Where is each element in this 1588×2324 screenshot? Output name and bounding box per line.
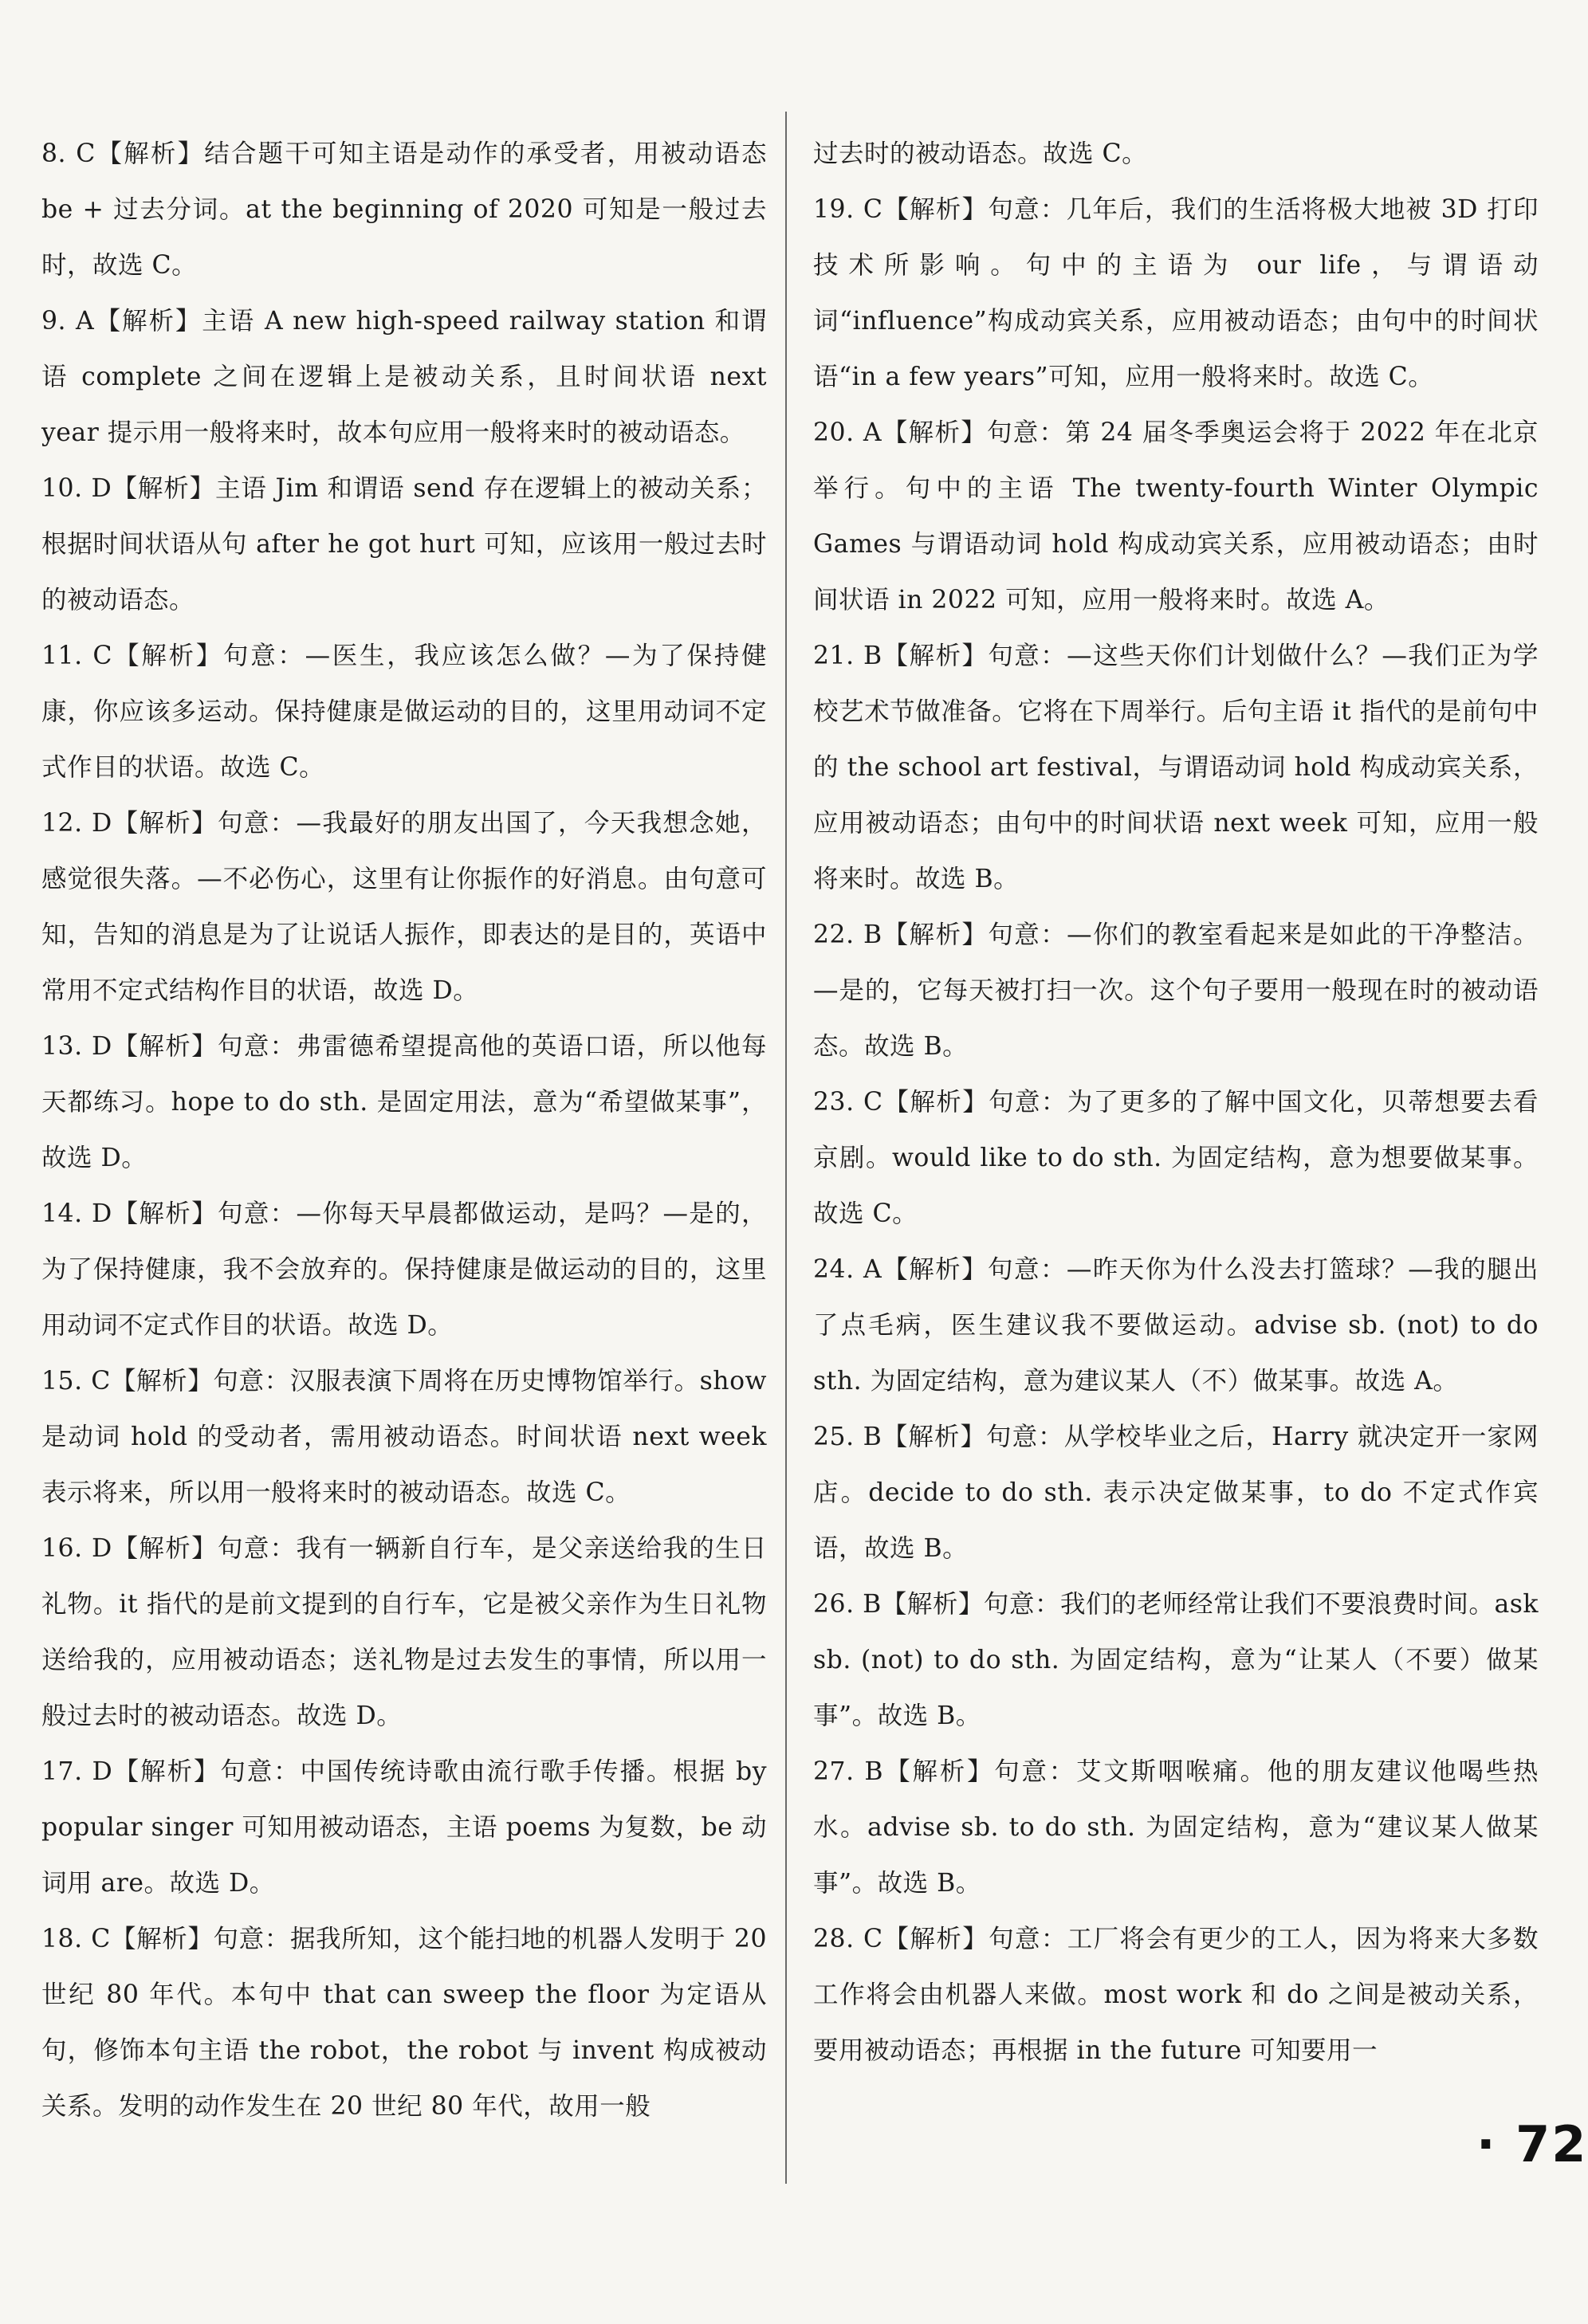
page-number: · 72 [1476, 2115, 1588, 2173]
answer-entry: 14. D【解析】句意：—你每天早晨都做运动，是吗？—是的，为了保持健康，我不会放弃的。保持健康是做运动的目的，这里用动词不定式作目的状语。故选 D。 [41, 1199, 767, 1340]
column-divider [785, 112, 787, 2184]
answer-entry: 17. D【解析】句意：中国传统诗歌由流行歌手传播。根据 by popular singer 可知用被动语态，主语 poems 为复数，be 动词用 are。故选 D。 [41, 1757, 767, 1898]
answer-entry: 26. B【解析】句意：我们的老师经常让我们不要浪费时间。ask sb. (not) to do sth. 为固定结构，意为“让某人（不要）做某事”。故选 B。 [813, 1590, 1539, 1730]
answer-entry: 16. D【解析】句意：我有一辆新自行车，是父亲送给我的生日礼物。it 指代的是前文提到的自行车，它是被父亲作为生日礼物送给我的，应用被动语态；送礼物是过去发生的事情，所以用一般过去时的被动语态。故选 D。 [41, 1534, 767, 1730]
answer-entry: 8. C【解析】结合题干可知主语是动作的承受者，用被动语态 be + 过去分词。at the beginning of 2020 可知是一般过去时，故选 C。 [41, 139, 767, 280]
answer-entry: 18. C【解析】句意：据我所知，这个能扫地的机器人发明于 20 世纪 80 年代。本句中 that can sweep the floor 为定语从句，修饰本句主语 the robot，the robot 与 invent 构成被动关系。发明的动作发生在 20 世纪 80 年代，故用一般 [41, 1925, 767, 2121]
answer-entry: 22. B【解析】句意：—你们的教室看起来是如此的干净整洁。—是的，它每天被打扫一次。这个句子要用一般现在时的被动语态。故选 B。 [813, 921, 1539, 1061]
answer-entry: 13. D【解析】句意：弗雷德希望提高他的英语口语，所以他每天都练习。hope to do sth. 是固定用法，意为“希望做某事”，故选 D。 [41, 1032, 767, 1172]
answer-entry: 11. C【解析】句意：—医生，我应该怎么做？—为了保持健康，你应该多运动。保持健康是做运动的目的，这里用动词不定式作目的状语。故选 C。 [41, 642, 767, 782]
answer-entry: 28. C【解析】句意：工厂将会有更少的工人，因为将来大多数工作将会由机器人来做。most work 和 do 之间是被动关系，要用被动语态；再根据 in the future 可知要用一 [813, 1925, 1539, 2065]
answer-entry: 10. D【解析】主语 Jim 和谓语 send 存在逻辑上的被动关系；根据时间状语从句 after he got hurt 可知，应该用一般过去时的被动语态。 [41, 474, 767, 614]
answer-entry: 24. A【解析】句意：—昨天你为什么没去打篮球？—我的腿出了点毛病，医生建议我不要做运动。advise sb. (not) to do sth. 为固定结构，意为建议某人（不）做某事。故选 A。 [813, 1255, 1539, 1396]
answer-entry: 27. B【解析】句意：艾文斯咽喉痛。他的朋友建议他喝些热水。advise sb. to do sth. 为固定结构，意为“建议某人做某事”。故选 B。 [813, 1757, 1539, 1898]
answer-entry: 21. B【解析】句意：—这些天你们计划做什么？—我们正为学校艺术节做准备。它将在下周举行。后句主语 it 指代的是前句中的 the school art festival，与谓语动词 hold 构成动宾关系，应用被动语态；由句中的时间状语 next week 可知，应用一般将来时。故选 B。 [813, 642, 1539, 893]
answer-entry: 25. B【解析】句意：从学校毕业之后，Harry 就决定开一家网店。decide to do sth. 表示决定做某事，to do 不定式作宾语，故选 B。 [813, 1423, 1539, 1563]
right-column [813, 126, 1539, 2079]
answer-entry: 过去时的被动语态。故选 C。 [813, 139, 1148, 168]
answer-entry: 15. C【解析】句意：汉服表演下周将在历史博物馆举行。show 是动词 hold 的受动者，需用被动语态。时间状语 next week 表示将来，所以用一般将来时的被动语态。故选 C。 [41, 1367, 767, 1507]
left-column [41, 126, 767, 2134]
answer-entry: 20. A【解析】句意：第 24 届冬季奥运会将于 2022 年在北京举行。句中的主语 The twenty-fourth Winter Olympic Games 与谓语动词 hold 构成动宾关系，应用被动语态；由时间状语 in 2022 可知，应用一般将来时。故选 A。 [813, 418, 1539, 614]
answer-entry: 12. D【解析】句意：—我最好的朋友出国了，今天我想念她，感觉很失落。—不必伤心，这里有让你振作的好消息。由句意可知，告知的消息是为了让说话人振作，即表达的是目的，英语中常用不定式结构作目的状语，故选 D。 [41, 809, 767, 1005]
answer-entry: 19. C【解析】句意：几年后，我们的生活将极大地被 3D 打印技术所影响。句中的主语为 our life，与谓语动词“influence”构成动宾关系，应用被动语态；由句中的时间状语“in a few years”可知，应用一般将来时。故选 C。 [813, 195, 1539, 391]
answer-entry: 9. A【解析】主语 A new high-speed railway station 和谓语 complete 之间在逻辑上是被动关系，且时间状语 next year 提示用一般将来时，故本句应用一般将来时的被动语态。 [41, 307, 767, 447]
answer-entry: 23. C【解析】句意：为了更多的了解中国文化，贝蒂想要去看京剧。would like to do sth. 为固定结构，意为想要做某事。故选 C。 [813, 1088, 1539, 1228]
